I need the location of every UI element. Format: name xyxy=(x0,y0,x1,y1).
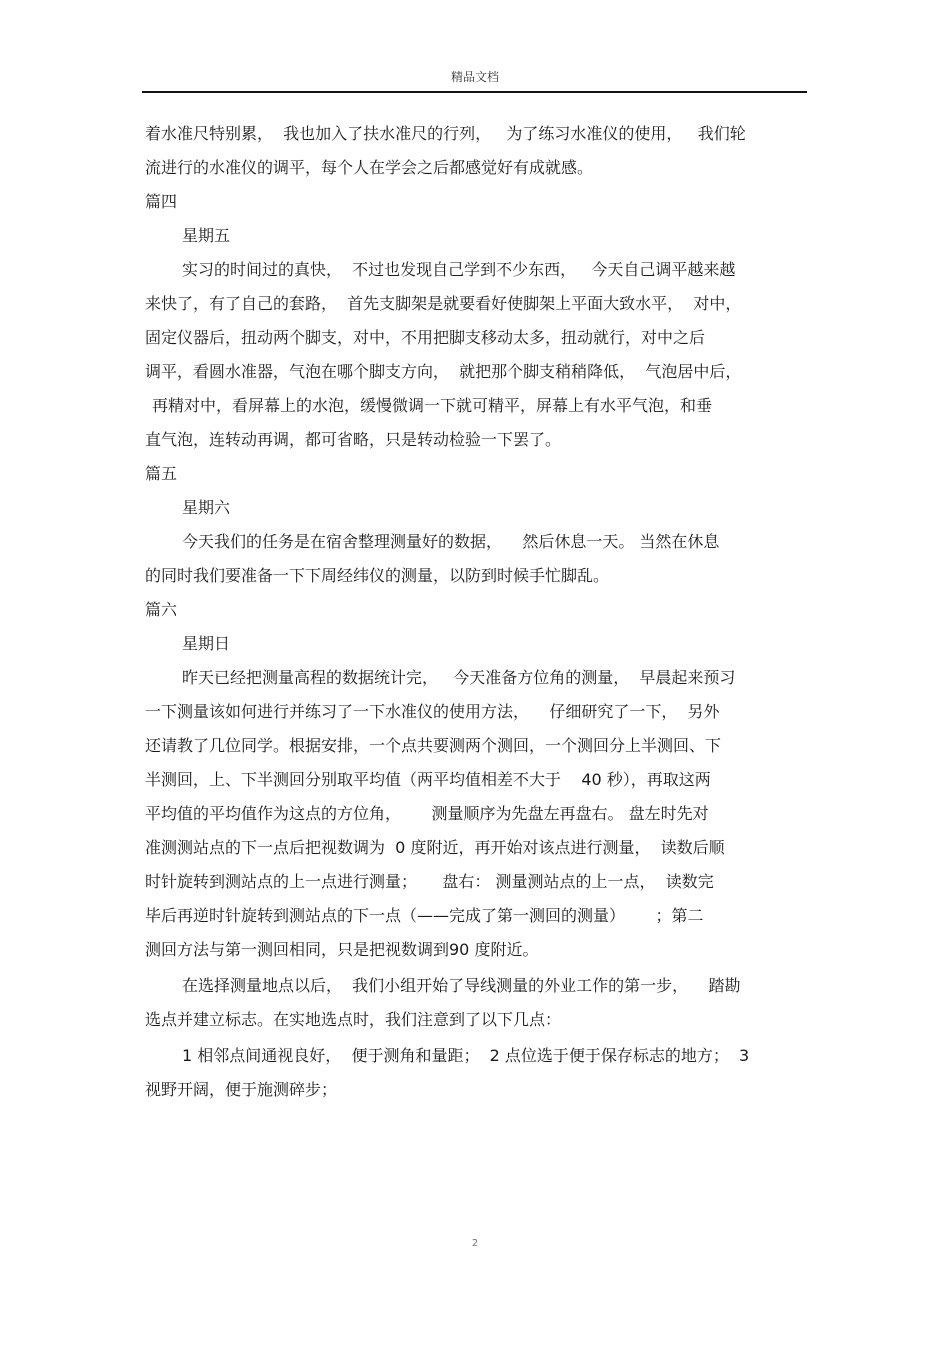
section-heading: 篇四 xyxy=(145,192,178,211)
text-line: 流进行的水准仪的调平，每个人在学会之后都感觉好有成就感。 xyxy=(145,158,594,177)
text-line: 直气泡，连转动再调，都可省略，只是转动检验一下罢了。 xyxy=(145,430,562,449)
text-line: 固定仪器后，扭动两个脚支，对中，不用把脚支移动太多，扭动就行，对中之后 xyxy=(145,328,706,347)
text-line: 视野开阔，便于施测碎步； xyxy=(145,1080,338,1099)
text-line: 的同时我们要准备一下下周经纬仪的测量，以防到时候手忙脚乱。 xyxy=(145,566,610,585)
text-line: 选点并建立标志。在实地选点时，我们注意到了以下几点： xyxy=(145,1010,562,1029)
text-line: 1 相邻点间通视良好， 便于测角和量距； 2 点位选于便于保存标志的地方； 3 xyxy=(182,1046,750,1065)
day-label: 星期五 xyxy=(182,226,231,245)
day-label: 星期日 xyxy=(182,634,231,653)
text-line: 实习的时间过的真快， 不过也发现自己学到不少东西， 今天自己调平越来越 xyxy=(182,260,736,279)
day-label: 星期六 xyxy=(182,498,231,517)
text-line: 调平，看圆水准器，气泡在哪个脚支方向， 就把那个脚支稍稍降低， 气泡居中后， xyxy=(145,362,742,381)
page-number: 2 xyxy=(471,1238,479,1249)
section-heading: 篇五 xyxy=(145,464,178,483)
text-line: 一下测量该如何进行并练习了一下水准仪的使用方法， 仔细研究了一下， 另外 xyxy=(145,702,720,721)
text-line: 还请教了几位同学。根据安排，一个点共要测两个测回，一个测回分上半测回、下 xyxy=(145,736,722,755)
text-line: 今天我们的任务是在宿舍整理测量好的数据， 然后休息一天。 当然在休息 xyxy=(182,532,720,551)
text-line: 准测测站点的下一点后把视数调为 0 度附近，再开始对该点进行测量， 读数后顺 xyxy=(145,838,725,857)
section-heading: 篇六 xyxy=(145,600,178,619)
header-rule xyxy=(142,91,807,93)
text-line: 再精对中，看屏幕上的水泡，缓慢微调一下就可精平，屏幕上有水平气泡，和垂 xyxy=(152,396,713,415)
document-header: 精品文档 xyxy=(450,70,499,84)
text-line: 时针旋转到测站点的上一点进行测量； 盘右： 测量测站点的上一点， 读数完 xyxy=(145,872,714,891)
text-line: 毕后再逆时针旋转到测站点的下一点（——完成了第一测回的测量） ；第二 xyxy=(145,906,704,925)
text-line: 昨天已经把测量高程的数据统计完， 今天准备方位角的测量， 早晨起来预习 xyxy=(182,668,736,687)
text-line: 着水准尺特别累， 我也加入了扶水准尺的行列， 为了练习水准仪的使用， 我们轮 xyxy=(145,124,746,143)
text-line: 半测回，上、下半测回分别取平均值（两平均值相差不大于 40 秒），再取这两 xyxy=(145,770,711,789)
text-line: 测回方法与第一测回相同，只是把视数调到90 度附近。 xyxy=(145,940,539,959)
text-line: 来快了，有了自己的套路， 首先支脚架是就要看好使脚架上平面大致水平， 对中， xyxy=(145,294,742,313)
text-line: 在选择测量地点以后， 我们小组开始了导线测量的外业工作的第一步， 踏勘 xyxy=(182,976,741,995)
text-line: 平均值的平均值作为这点的方位角， 测量顺序为先盘左再盘右。 盘左时先对 xyxy=(145,804,709,823)
